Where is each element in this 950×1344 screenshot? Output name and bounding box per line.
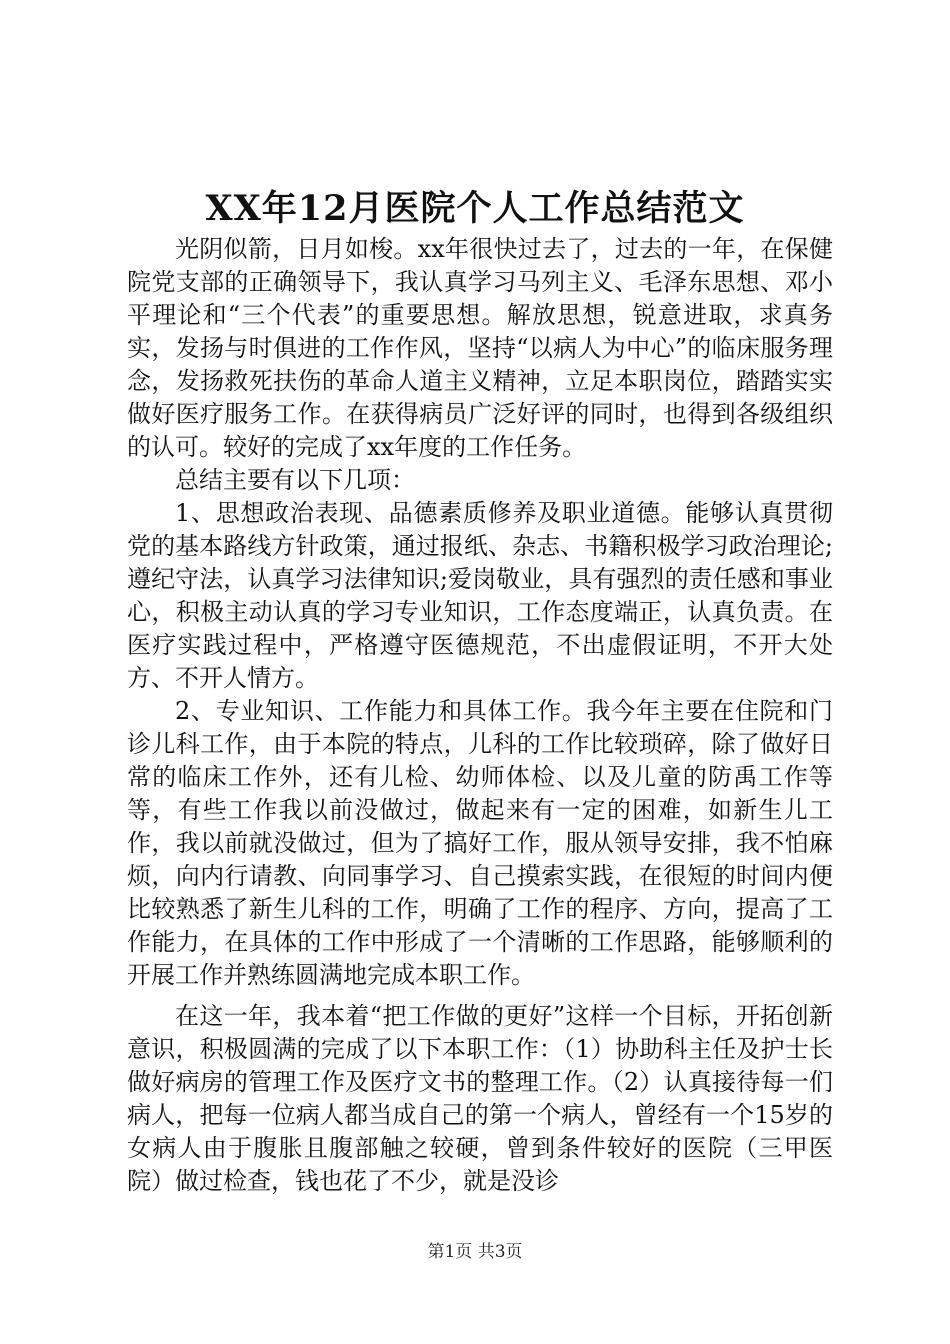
document-body [127, 233, 833, 1198]
paragraph-item-2: 2、专业知识、工作能力和具体工作。我今年主要在住院和门诊儿科工作，由于本院的特点，儿科的工作比较琐碎，除了做好日常的临床工作外，还有儿检、幼师体检、以及儿童的防禹工作等等，有些工作我以前没做过，做起来有一定的困难，如新生儿工作，我以前就没做过，但为了搞好工作，服从领导安排，我不怕麻烦，向内行请教、向同事学习、自己摸索实践，在很短的时间内便比较熟悉了新生儿科的工作，明确了工作的程序、方向，提高了工作能力，在具体的工作中形成了一个清晰的工作思路，能够顺利的开展工作并熟练圆满地完成本职工作。 [127, 697, 833, 989]
document-title: XX年12月医院个人工作总结范文 [205, 188, 745, 229]
paragraph-summary-lead: 总结主要有以下几项： [175, 466, 415, 494]
paragraph-item-1: 1、思想政治表现、品德素质修养及职业道德。能够认真贯彻党的基本路线方针政策，通过报纸、杂志、书籍积极学习政治理论;遵纪守法，认真学习法律知识;爱岗敬业，具有强烈的责任感和事业心，积极主动认真的学习专业知识，工作态度端正，认真负责。在医疗实践过程中，严格遵守医德规范，不出虚假证明，不开大处方、不开人情方。 [127, 499, 833, 692]
paragraph-duties: 在这一年，我本着“把工作做的更好”这样一个目标，开拓创新意识，积极圆满的完成了以下本职工作：（1）协助科主任及护士长做好病房的管理工作及医疗文书的整理工作。（2）认真接待每一们病人，把每一位病人都当成自己的第一个病人，曾经有一个15岁的女病人由于腹胀且腹部触之较硬，曾到条件较好的医院（三甲医院）做过检查，钱也花了不少，就是没诊 [127, 1002, 833, 1195]
paragraph-intro: 光阴似箭，日月如梭。xx年很快过去了，过去的一年，在保健院党支部的正确领导下，我认真学习马列主义、毛泽东思想、邓小平理论和“三个代表”的重要思想。解放思想，锐意进取，求真务实，发扬与时俱进的工作作风，坚持“以病人为中心”的临床服务理念，发扬救死扶伤的革命人道主义精神，立足本职岗位，踏踏实实做好医疗服务工作。在获得病员广泛好评的同时，也得到各级组织的认可。较好的完成了xx年度的工作任务。 [127, 235, 833, 461]
page-footer: 第1页 共3页 [427, 1242, 523, 1262]
